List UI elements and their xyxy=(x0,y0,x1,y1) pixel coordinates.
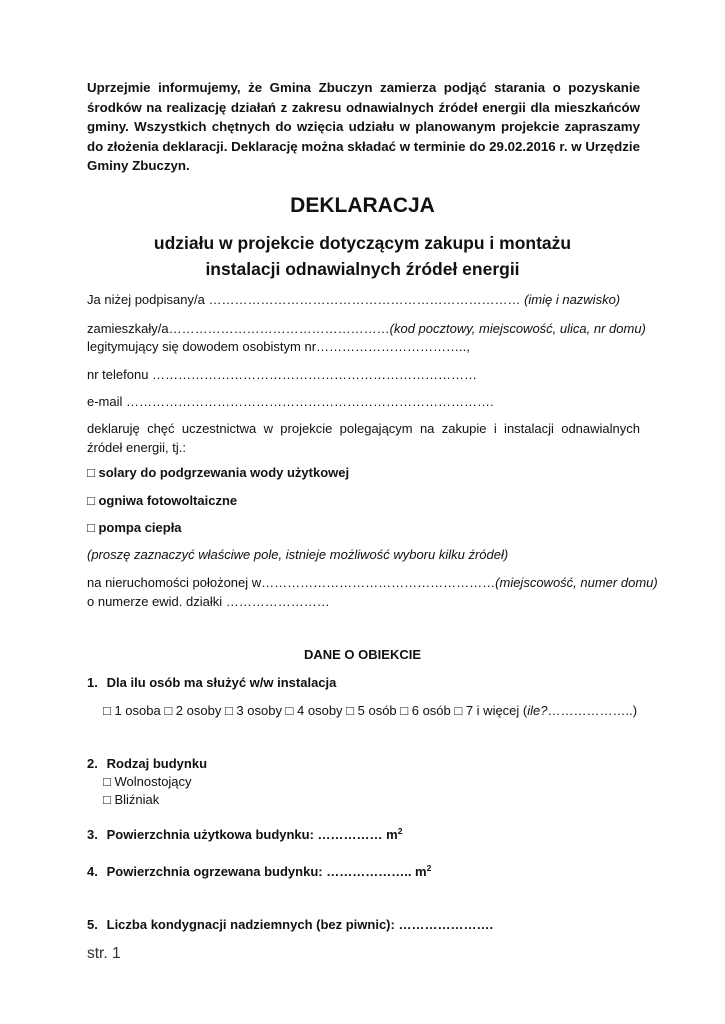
declaration-text: deklaruję chęć uczestnictwa w projekcie polegającym na zakupie i instalacji odnawialnych źródeł energii, tj.: xyxy=(87,421,640,455)
subtitle-line-2: instalacji odnawialnych źródeł energii xyxy=(205,259,520,279)
parcel-number-line[interactable]: o numerze ewid. działki …………………… xyxy=(87,594,330,609)
property-dots[interactable]: ……………………………………………… xyxy=(261,575,496,590)
page-number: str. 1 xyxy=(87,945,121,962)
phone-line[interactable]: nr telefonu ………………………………………………………………… xyxy=(87,367,478,382)
question-1-options[interactable]: □ 1 osoba □ 2 osoby □ 3 osoby □ 4 osoby □ 5 osób □ 6 osób □ 7 i więcej ( xyxy=(103,703,528,718)
option-photovoltaic[interactable]: □ ogniwa fotowoltaiczne xyxy=(87,493,238,508)
name-dots[interactable]: ……………………………………………………………… xyxy=(208,292,521,307)
address-dots[interactable]: …………………………………………… xyxy=(168,321,390,336)
question-1-dots[interactable]: ………………..) xyxy=(547,703,638,718)
name-label: Ja niżej podpisany/a xyxy=(87,292,205,307)
email-line[interactable]: e-mail …………………………………………………………………………. xyxy=(87,394,494,409)
question-5-number: 5. xyxy=(87,917,98,932)
question-4-superscript: 2 xyxy=(426,863,432,873)
question-1 xyxy=(87,675,336,690)
question-3-number: 3. xyxy=(87,827,98,842)
question-4 xyxy=(87,863,431,879)
question-4-text[interactable]: Powierzchnia ogrzewana budynku: ……………….. m xyxy=(106,864,427,879)
building-option-detached[interactable]: □ Wolnostojący xyxy=(103,774,192,789)
address-label: zamieszkały/a xyxy=(87,321,169,336)
option-solar[interactable]: □ solary do podgrzewania wody użytkowej xyxy=(87,465,350,480)
option-heat-pump[interactable]: □ pompa ciepła xyxy=(87,520,182,535)
question-2 xyxy=(87,756,207,771)
name-field-row xyxy=(87,292,620,307)
question-3-text[interactable]: Powierzchnia użytkowa budynku: …………… m xyxy=(106,827,398,842)
name-hint: (imię i nazwisko) xyxy=(524,292,621,307)
question-2-text: Rodzaj budynku xyxy=(106,756,208,771)
document-title: DEKLARACJA xyxy=(290,194,435,217)
question-1-answers[interactable] xyxy=(103,703,637,718)
property-field-row xyxy=(87,575,658,590)
intro-paragraph: Uprzejmie informujemy, że Gmina Zbuczyn zamierza podjąć starania o pozyskanie środków na realizację działań z zakresu odnawialnych źródeł energii dla mieszkańców gminy. Wszystkich chętnych do wzięcia udziału w planowanym projekcie zapraszamy do złożenia deklaracji. Deklarację można składać w terminie do 29.02.2016 r. w Urzędzie Gminy Zbuczyn. xyxy=(87,80,640,174)
id-number-line[interactable]: legitymujący się dowodem osobistym nr…………………………….., xyxy=(87,339,470,354)
question-1-how-many: ile? xyxy=(527,703,548,718)
question-3 xyxy=(87,826,402,842)
building-option-semi-detached[interactable]: □ Bliźniak xyxy=(103,792,160,807)
question-1-number: 1. xyxy=(87,675,98,690)
options-note: (proszę zaznaczyć właściwe pole, istnieje możliwość wyboru kilku źródeł) xyxy=(87,547,509,562)
address-hint: (kod pocztowy, miejscowość, ulica, nr domu) xyxy=(389,321,646,336)
property-label: na nieruchomości położonej w xyxy=(87,575,262,590)
subtitle-line-1: udziału w projekcie dotyczącym zakupu i montażu xyxy=(153,233,572,253)
question-5-text[interactable]: Liczba kondygnacji nadziemnych (bez piwnic): …………………. xyxy=(106,917,494,932)
property-hint: (miejscowość, numer domu) xyxy=(495,575,658,590)
question-5 xyxy=(87,917,493,932)
address-field-row xyxy=(87,321,646,336)
question-1-text: Dla ilu osób ma służyć w/w instalacja xyxy=(106,675,337,690)
question-2-number: 2. xyxy=(87,756,98,771)
section-title: DANE O OBIEKCIE xyxy=(303,647,421,662)
question-3-superscript: 2 xyxy=(397,826,403,836)
question-4-number: 4. xyxy=(87,864,98,879)
